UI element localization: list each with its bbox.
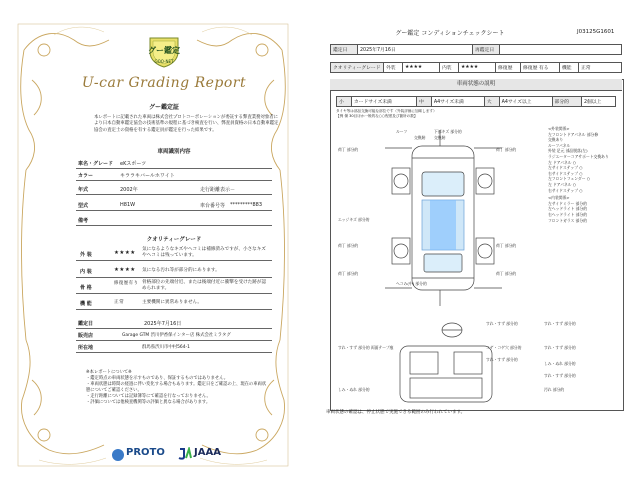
damage-note: 荷丁 部分的 (338, 147, 359, 152)
info-row-label: 所在地 (78, 345, 94, 351)
size-small: 小 (337, 97, 352, 107)
proto-logo-icon (112, 449, 124, 461)
sheet-footer: 車両状態の確認は、停止状態で実施できる範囲のみ行われています。 (326, 410, 466, 415)
damage-note: すれ・すず 部分的 (544, 345, 576, 350)
damage-note: エッジキズ 部分的 (338, 217, 370, 222)
quality-row-stars: 正常 (114, 300, 125, 305)
damage-note: しみ・ぬれ 部分的 (544, 361, 576, 366)
quality-row-stars: 修復歴有り (114, 281, 139, 286)
proto-logo: PROTO (126, 447, 165, 458)
vehicle-section-title: 車両識別内容 (157, 149, 191, 155)
sheet-title: グー鑑定 コンディションチェックシート (395, 30, 505, 37)
date-value: 2025年7月16日 (358, 45, 473, 55)
info-row (76, 317, 272, 329)
quality-row-label: 骨 格 (80, 285, 92, 291)
interior-item: フロントガラス 部分的 (548, 217, 587, 223)
count-many: 2個以上 (581, 97, 615, 107)
vehicle-row-label: 備考 (78, 218, 89, 224)
frame-value: 修復歴 有る (521, 63, 560, 73)
jaaa-logo-icon (178, 447, 192, 460)
quality-row-stars: ★★★★ (114, 267, 136, 273)
size-mid-desc: A4サイズ未満 (431, 97, 484, 107)
ext-label: 外装 (384, 63, 403, 73)
quality-row-label: 内 装 (80, 269, 92, 275)
quality-row-desc: 気になるようなキズやヘコミは補修済みですが、小さなキズやヘコミは残っています。 (142, 247, 266, 258)
quality-row-label: 外 装 (80, 252, 92, 258)
certificate-subtitle: グー鑑定証 (148, 104, 179, 111)
damage-note: コゲ・コゲ穴 部分的 (486, 345, 522, 350)
count-part: 部分的 (552, 97, 581, 107)
note-line: ・鑑定時点の車両状態を示すものであり、保証するものではありません。 (86, 375, 229, 381)
size-legend-table (336, 96, 616, 107)
jaaa-logo: JAAA (194, 447, 221, 458)
int-label: 内装 (440, 63, 459, 73)
vehicle-row-label: カラー (78, 173, 94, 179)
info-row (76, 329, 272, 341)
vehicle-row-value: H81W (120, 202, 136, 208)
ext-value: ★★★★ (403, 63, 440, 73)
damage-note: 荷丁 部分的 (496, 271, 517, 276)
car-interior-diagram (380, 318, 500, 408)
vehicle-row-value: キララキバールホワイト (120, 173, 175, 179)
info-row-label: 販売店 (78, 333, 94, 339)
certificate-intro: 本レポートに記載された車両は株式会社プロトコーポレーションが委託する弊査業務対象者により日本自動車鑑定協会の技術基準の規程に基づき検査を行い、弊査員資格の日本自動車鑑定協会の査定士の資格を有する鑑定員が鑑定を行った結果です。 (94, 115, 279, 133)
quality-row (76, 263, 272, 278)
quality-section-title: クオリティーグレード (146, 237, 202, 243)
equipment-item: 交換あり (548, 137, 564, 143)
quality-label: クオリティーグレード (331, 63, 384, 73)
damage-note: 荷丁 部分的 (496, 147, 517, 152)
damage-note: 汚れ 部分的 (544, 387, 565, 392)
date-table (330, 44, 622, 55)
vehicle-row-label: 年式 (78, 187, 89, 193)
damage-note: ルーフ (396, 129, 408, 134)
damage-note: ヘコみ(中) 部分的 (396, 281, 427, 286)
badge-title: グー鑑定 (148, 46, 180, 55)
certificate-notes (86, 370, 270, 405)
quality-row-desc: 気になる汚れ等が部分的にあります。 (142, 268, 220, 273)
vehicle-row-label: 車名・グレード (78, 161, 114, 167)
vehicle-row-value: eKスポーツ (120, 161, 147, 167)
panel-title: 車両状態の説明 (330, 79, 622, 91)
equipment-item: 左サイドステップ ○ (548, 165, 583, 171)
frame-label: 修復歴 (496, 63, 521, 73)
car-topview-diagram (370, 128, 520, 308)
equipment-item: 左 ドアパネル ○ (548, 159, 577, 165)
legend-note-line: 【例 傷 30目ほか一般的な○○程度及び箇所の数】 (336, 113, 418, 118)
badge-sub: GOO-NET (154, 59, 174, 64)
equipment-title: <外装関係> (548, 126, 570, 131)
func-value: 正常 (579, 63, 622, 73)
note-line: ※本レポートについて※ (86, 370, 132, 375)
func-label: 機能 (560, 63, 579, 73)
legend-note-line: タイヤ等は部品交換可能な部位です（外装評価に加味します） (336, 109, 437, 113)
info-row-value: 群馬県渋川市中村564-1 (142, 345, 190, 350)
quality-row (76, 246, 272, 261)
info-row-value: Garage GTM 渋川伊香保インター店 株式会社ミラタグ (122, 333, 231, 338)
vehicle-row (76, 199, 272, 211)
vehicle-row (76, 169, 272, 181)
quality-row (76, 279, 272, 294)
quality-row-label: 機 能 (80, 301, 92, 307)
damage-note: すれ・すず 部分的 両面テープ痕 (338, 345, 394, 350)
quality-row (76, 295, 272, 310)
goo-appraisal-badge (147, 34, 181, 68)
size-mid: 中 (416, 97, 431, 107)
vehicle-row-value2: *********883 (230, 202, 263, 208)
equipment-list (548, 126, 609, 223)
note-line: ・走行距離については記録簿等にて確認を行なっておりません。 (86, 393, 211, 399)
size-small-desc: カードサイズ未満 (351, 97, 416, 107)
size-large-desc: A4サイズ以上 (499, 97, 552, 107)
quality-row-desc: 骨格部位の先端付近、または後端付近に衝撃を受けた跡が認められます。 (142, 280, 267, 291)
equipment-item: 右サイドステップ ○ (548, 187, 583, 193)
info-row (76, 341, 272, 353)
equipment-item: 左 ドアパネル ○ (548, 181, 577, 187)
legend-note (336, 109, 622, 118)
equipment-item: 左フロントドアパネル 部分修 (548, 131, 599, 137)
damage-note: 下部キズ 部分的 (434, 129, 462, 134)
note-line: ・評価については他検査機関等の評価と異なる場合があります。 (86, 399, 211, 405)
vehicle-row-label2: 車台番号等 (200, 203, 226, 209)
equipment-item: 左フロントフェンダー ○ (548, 176, 591, 182)
quality-row-desc: 主要機関に異常ありません。 (142, 300, 202, 305)
sheet-doc-id: J03125G1601 (577, 29, 615, 35)
damage-note: しみ・ぬれ 部分的 (338, 387, 370, 392)
interior-title: <内装関係> (548, 195, 570, 201)
damage-note: 荷丁 部分的 (496, 243, 517, 248)
equipment-item: ラジエーターコアサポート交換あり (548, 153, 609, 159)
equipment-item: ルーフパネル (548, 142, 571, 148)
reappraisal-value (500, 45, 622, 55)
equipment-item: 右サイドステップ ○ (548, 170, 583, 176)
vehicle-row (76, 214, 272, 226)
damage-note: 荷丁 部分的 (338, 271, 359, 276)
quality-row-stars: ★★★★ (114, 250, 136, 256)
int-value: ★★★★ (459, 63, 496, 73)
certificate-title: U-car Grading Report (81, 75, 247, 91)
note-line: ・車両状態は時間の経過に伴い変化する場合もあります。鑑定日をご確認の上、現在の車両状態についてご確認ください。 (86, 381, 267, 393)
grade-table (330, 62, 622, 73)
damage-note: 交換跡 (434, 135, 446, 140)
vehicle-row (76, 157, 272, 169)
vehicle-row-label2: 走行距離表示 (200, 187, 231, 193)
damage-note: すれ・すず 部分的 (544, 373, 576, 378)
damage-note: 荷丁 部分的 (338, 243, 359, 248)
info-row-label: 鑑定日 (78, 321, 94, 327)
vehicle-row-value2: － (230, 187, 236, 193)
interior-item: 右ヘッドライト 部分的 (548, 211, 588, 217)
damage-note: 交換跡 (414, 135, 426, 140)
interior-item: 左ヘッドライト 部分的 (548, 206, 588, 212)
info-row-value: 2025年7月16日 (144, 321, 182, 327)
interior-item: 左サイドミラー 部分的 (548, 200, 587, 206)
damage-note: すれ・すず 部分的 (486, 321, 518, 326)
size-large: 大 (484, 97, 499, 107)
grading-certificate (14, 20, 292, 470)
vehicle-row-value: 2002年 (120, 187, 138, 193)
date-label: 鑑定日 (331, 45, 358, 55)
reappraisal-label: 再鑑定日 (473, 45, 500, 55)
equipment-item: 外装 足元 部品脱落(左) (548, 148, 588, 154)
damage-note: すれ・すず 部分的 (544, 321, 576, 326)
damage-note: すれ・すず 部分的 (486, 357, 518, 362)
vehicle-row (76, 183, 272, 195)
vehicle-row-label: 型式 (78, 203, 89, 209)
